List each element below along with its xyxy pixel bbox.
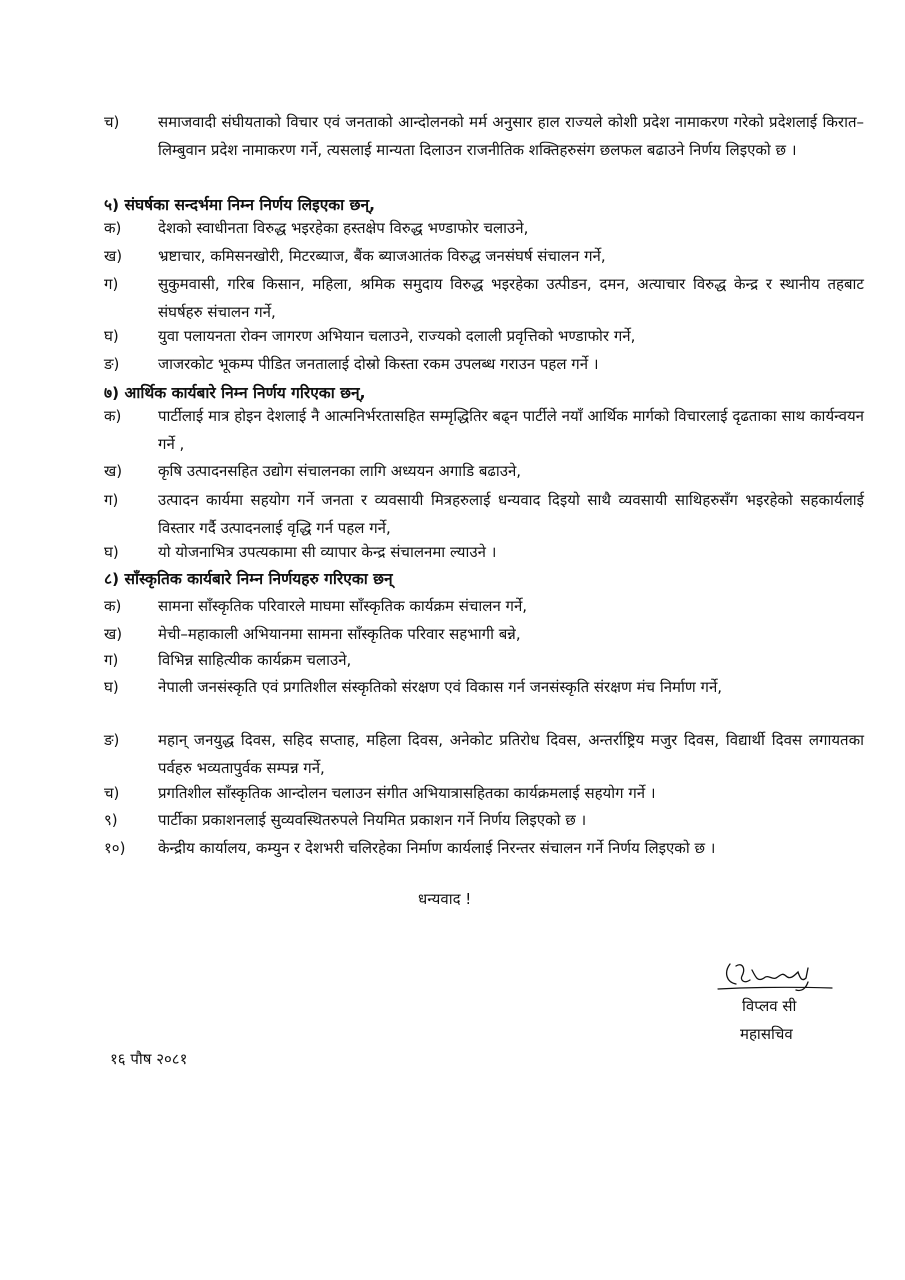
item-text: भ्रष्टाचार, कमिसनखोरी, मिटरब्याज, बैंक ब्याजआतंक विरुद्ध जनसंघर्ष संचालन गर्ने,: [158, 247, 606, 265]
item-marker: क): [104, 219, 122, 237]
item-marker: ख): [104, 247, 123, 265]
item-text: केन्द्रीय कार्यालय, कम्युन र देशभरी चलिरहेका निर्माण कार्यलाई निरन्तर संचालन गर्ने निर्णय लिइएको छ ।: [158, 839, 716, 857]
item-text: समाजवादी संघीयताको विचार एवं जनताको आन्दोलनको मर्म अनुसार हाल राज्यले कोशी प्रदेश नामाकरण गरेको प्रदेशलाई किरात–लिम्बुवान प्रदेश नामाकरण गर्ने, त्यसलाई मान्यता दिलाउन राजनीतिक शक्तिहरुसंग छलफल बढाउने निर्णय लिइएको छ ।: [158, 113, 864, 159]
section-heading: ७) आर्थिक कार्यबारे निम्न निर्णय गरिएका छन्,: [104, 384, 366, 402]
signatory-name: विप्लव सी: [742, 997, 797, 1015]
list-item: [104, 538, 864, 566]
item-marker: ग): [104, 275, 119, 293]
list-item: [104, 486, 864, 542]
list-item: [104, 806, 864, 834]
document-date: १६ पौष २०८१: [110, 1050, 188, 1068]
item-text: युवा पलायनता रोक्न जागरण अभियान चलाउने, राज्यको दलाली प्रवृत्तिको भण्डाफोर गर्ने,: [158, 327, 636, 345]
list-item: [104, 834, 864, 862]
list-item: [104, 779, 864, 807]
item-text: नेपाली जनसंस्कृति एवं प्रगतिशील संस्कृतिको संरक्षण एवं विकास गर्न जनसंस्कृति संरक्षण मंच निर्माण गर्ने,: [158, 678, 723, 696]
item-text: पार्टीलाई मात्र होइन देशलाई नै आत्मनिर्भरतासहित सम्मृद्धितिर बढ्न पार्टीले नयाँ आर्थिक मार्गको विचारलाई दृढताका साथ कार्यन्वयन गर्ने ,: [158, 407, 864, 453]
item-text: उत्पादन कार्यमा सहयोग गर्ने जनता र व्यवसायी मित्रहरुलाई धन्यवाद दिइयो साथै व्यवसायी साथिहरुसँग भइरहेको सहकार्यलाई विस्तार गर्दै उत्पादनलाई वृद्धि गर्न पहल गर्ने,: [158, 491, 864, 537]
list-item: [104, 108, 864, 164]
item-marker: घ): [104, 543, 119, 561]
list-item: [104, 726, 864, 782]
item-marker: च): [104, 784, 120, 802]
item-marker: क): [104, 597, 122, 615]
item-marker: च): [104, 113, 120, 131]
item-text: सामना साँस्कृतिक परिवारले माघमा साँस्कृतिक कार्यक्रम संचालन गर्ने,: [158, 597, 528, 615]
item-text: कृषि उत्पादनसहित उद्योग संचालनका लागि अध्ययन अगाडि बढाउने,: [158, 462, 522, 480]
thanks-text: धन्यवाद !: [418, 890, 472, 908]
item-marker: ख): [104, 462, 123, 480]
list-item: [104, 350, 864, 378]
list-item: [104, 673, 864, 701]
item-marker: १०): [104, 839, 126, 857]
item-marker: ग): [104, 651, 119, 669]
item-text: महान् जनयुद्ध दिवस, सहिद सप्ताह, महिला दिवस, अनेकोट प्रतिरोध दिवस, अन्तर्राष्ट्रिय मजुर दिवस, विद्यार्थी दिवस लगायतका पर्वहरु भव्यतापुर्वक सम्पन्न गर्ने,: [158, 731, 864, 777]
item-text: प्रगतिशील साँस्कृतिक आन्दोलन चलाउन संगीत अभियात्रासहितका कार्यक्रमलाई सहयोग गर्ने ।: [158, 784, 656, 802]
signatory-title: महासचिव: [740, 1025, 793, 1043]
list-item: [104, 457, 864, 485]
item-marker: घ): [104, 678, 119, 696]
section-heading: ५) संघर्षका सन्दर्भमा निम्न निर्णय लिइएका छन्,: [104, 196, 375, 214]
list-item: [104, 620, 864, 648]
item-text: पार्टीका प्रकाशनलाई सुव्यवस्थितरुपले नियमित प्रकाशन गर्ने निर्णय लिइएको छ ।: [158, 811, 587, 829]
item-marker: ङ): [104, 731, 120, 749]
list-item: [104, 322, 864, 350]
item-text: विभिन्न साहित्यीक कार्यक्रम चलाउने,: [158, 651, 352, 669]
list-item: [104, 270, 864, 326]
item-marker: ग): [104, 491, 119, 509]
item-marker: क): [104, 407, 122, 425]
item-marker: ख): [104, 625, 123, 643]
item-marker: घ): [104, 327, 119, 345]
section-heading: ८) साँस्कृतिक कार्यबारे निम्न निर्णयहरु गरिएका छन्: [104, 570, 393, 588]
list-item: [104, 646, 864, 674]
list-item: [104, 592, 864, 620]
item-marker: ङ): [104, 355, 120, 373]
item-text: जाजरकोट भूकम्प पीडित जनतालाई दोस्रो किस्ता रकम उपलब्ध गराउन पहल गर्ने ।: [158, 355, 599, 373]
item-text: सुकुमवासी, गरिब किसान, महिला, श्रमिक समुदाय विरुद्ध भइरहेका उत्पीडन, दमन, अत्याचार विरुद्ध केन्द्र र स्थानीय तहबाट संघर्षहरु संचालन गर्ने,: [158, 275, 864, 321]
list-item: [104, 214, 864, 242]
list-item: [104, 242, 864, 270]
list-item: [104, 402, 864, 458]
item-text: देशको स्वाधीनता विरुद्ध भइरहेका हस्तक्षेप विरुद्ध भण्डाफोर चलाउने,: [158, 219, 529, 237]
item-marker: ९): [104, 811, 118, 829]
item-text: मेची–महाकाली अभियानमा सामना साँस्कृतिक परिवार सहभागी बन्ने,: [158, 625, 521, 643]
item-text: यो योजनाभित्र उपत्यकामा सी व्यापार केन्द्र संचालनमा ल्याउने ।: [158, 543, 497, 561]
